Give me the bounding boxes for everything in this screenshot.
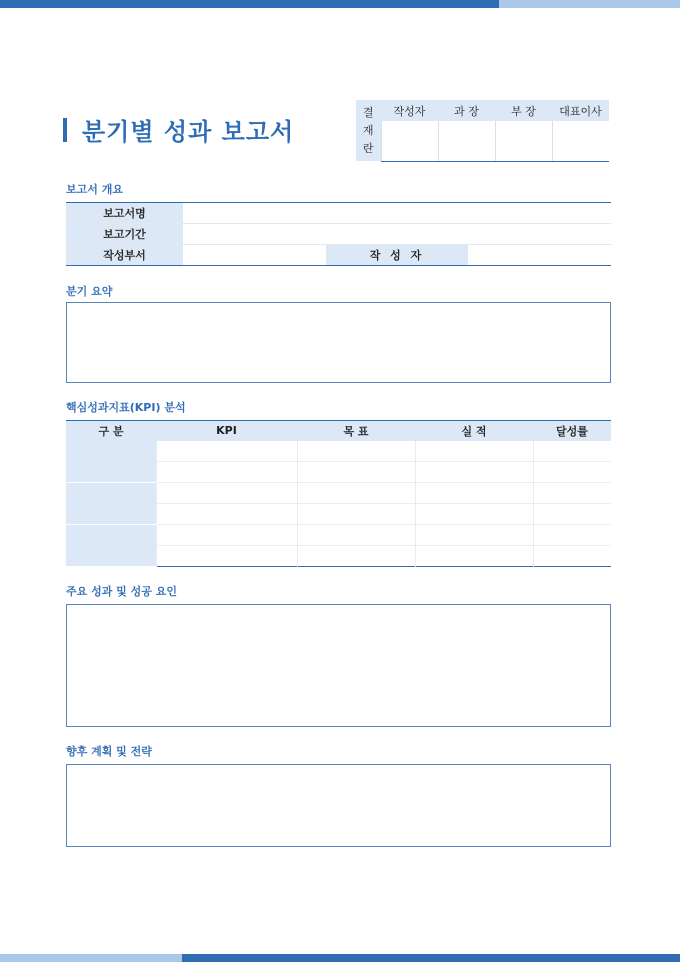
department-field[interactable] xyxy=(183,245,326,266)
kpi-col-actual: 실 적 xyxy=(415,421,533,441)
kpi-cell[interactable] xyxy=(297,462,415,483)
top-accent-bar xyxy=(0,0,499,8)
bottom-light-bar xyxy=(0,954,182,962)
kpi-cell[interactable] xyxy=(533,483,611,504)
bottom-accent-bar xyxy=(182,954,680,962)
achievements-heading: 주요 성과 및 성공 요인 xyxy=(66,585,177,598)
kpi-cell[interactable] xyxy=(156,483,297,504)
summary-box[interactable] xyxy=(66,302,611,383)
kpi-cell[interactable] xyxy=(297,525,415,546)
page-title: 분기별 성과 보고서 xyxy=(82,118,295,146)
kpi-cell[interactable] xyxy=(415,546,533,567)
kpi-cell[interactable] xyxy=(533,441,611,462)
kpi-cell[interactable] xyxy=(533,462,611,483)
kpi-cell[interactable] xyxy=(156,441,297,462)
author-label: 작 성 자 xyxy=(326,245,469,266)
table-row xyxy=(66,483,611,504)
kpi-cell[interactable] xyxy=(415,441,533,462)
signature-cell-writer[interactable] xyxy=(381,121,438,161)
signature-cell-director[interactable] xyxy=(495,121,552,161)
top-light-bar xyxy=(499,0,680,8)
kpi-cell[interactable] xyxy=(156,546,297,567)
report-period-field[interactable] xyxy=(183,224,611,245)
author-field[interactable] xyxy=(468,245,611,266)
kpi-cell[interactable] xyxy=(533,546,611,567)
kpi-cell[interactable] xyxy=(415,462,533,483)
approval-col-manager: 과 장 xyxy=(438,100,495,121)
kpi-cell[interactable] xyxy=(297,483,415,504)
signature-cell-ceo[interactable] xyxy=(552,121,609,161)
department-label: 작성부서 xyxy=(66,245,183,266)
kpi-cell[interactable] xyxy=(415,525,533,546)
report-name-label: 보고서명 xyxy=(66,203,183,224)
achievements-box[interactable] xyxy=(66,604,611,727)
approval-col-ceo: 대표이사 xyxy=(552,100,609,121)
approval-col-writer: 작성자 xyxy=(381,100,438,121)
kpi-category-cell[interactable] xyxy=(66,441,156,483)
table-row xyxy=(66,525,611,546)
kpi-cell[interactable] xyxy=(156,525,297,546)
approval-box xyxy=(356,100,609,162)
plans-heading: 향후 계획 및 전략 xyxy=(66,745,152,758)
kpi-cell[interactable] xyxy=(297,504,415,525)
table-row xyxy=(66,441,611,462)
kpi-cell[interactable] xyxy=(297,546,415,567)
kpi-cell[interactable] xyxy=(533,525,611,546)
kpi-heading: 핵심성과지표(KPI) 분석 xyxy=(66,401,186,414)
kpi-col-target: 목 표 xyxy=(297,421,415,441)
kpi-col-rate: 달성률 xyxy=(533,421,611,441)
approval-label: 결 재 란 xyxy=(356,100,381,161)
overview-heading: 보고서 개요 xyxy=(66,183,123,196)
title-accent-mark xyxy=(63,118,67,142)
kpi-col-kpi: KPI xyxy=(156,421,297,441)
plans-box[interactable] xyxy=(66,764,611,847)
kpi-cell[interactable] xyxy=(533,504,611,525)
kpi-cell[interactable] xyxy=(297,441,415,462)
report-period-label: 보고기간 xyxy=(66,224,183,245)
kpi-cell[interactable] xyxy=(415,483,533,504)
signature-cell-manager[interactable] xyxy=(438,121,495,161)
kpi-cell[interactable] xyxy=(156,504,297,525)
kpi-category-cell[interactable] xyxy=(66,525,156,567)
report-name-field[interactable] xyxy=(183,203,611,224)
overview-table xyxy=(66,202,611,266)
summary-heading: 분기 요약 xyxy=(66,285,113,298)
kpi-col-category: 구 분 xyxy=(66,421,156,441)
kpi-table xyxy=(66,420,611,567)
kpi-category-cell[interactable] xyxy=(66,483,156,525)
approval-col-director: 부 장 xyxy=(495,100,552,121)
kpi-cell[interactable] xyxy=(415,504,533,525)
kpi-cell[interactable] xyxy=(156,462,297,483)
